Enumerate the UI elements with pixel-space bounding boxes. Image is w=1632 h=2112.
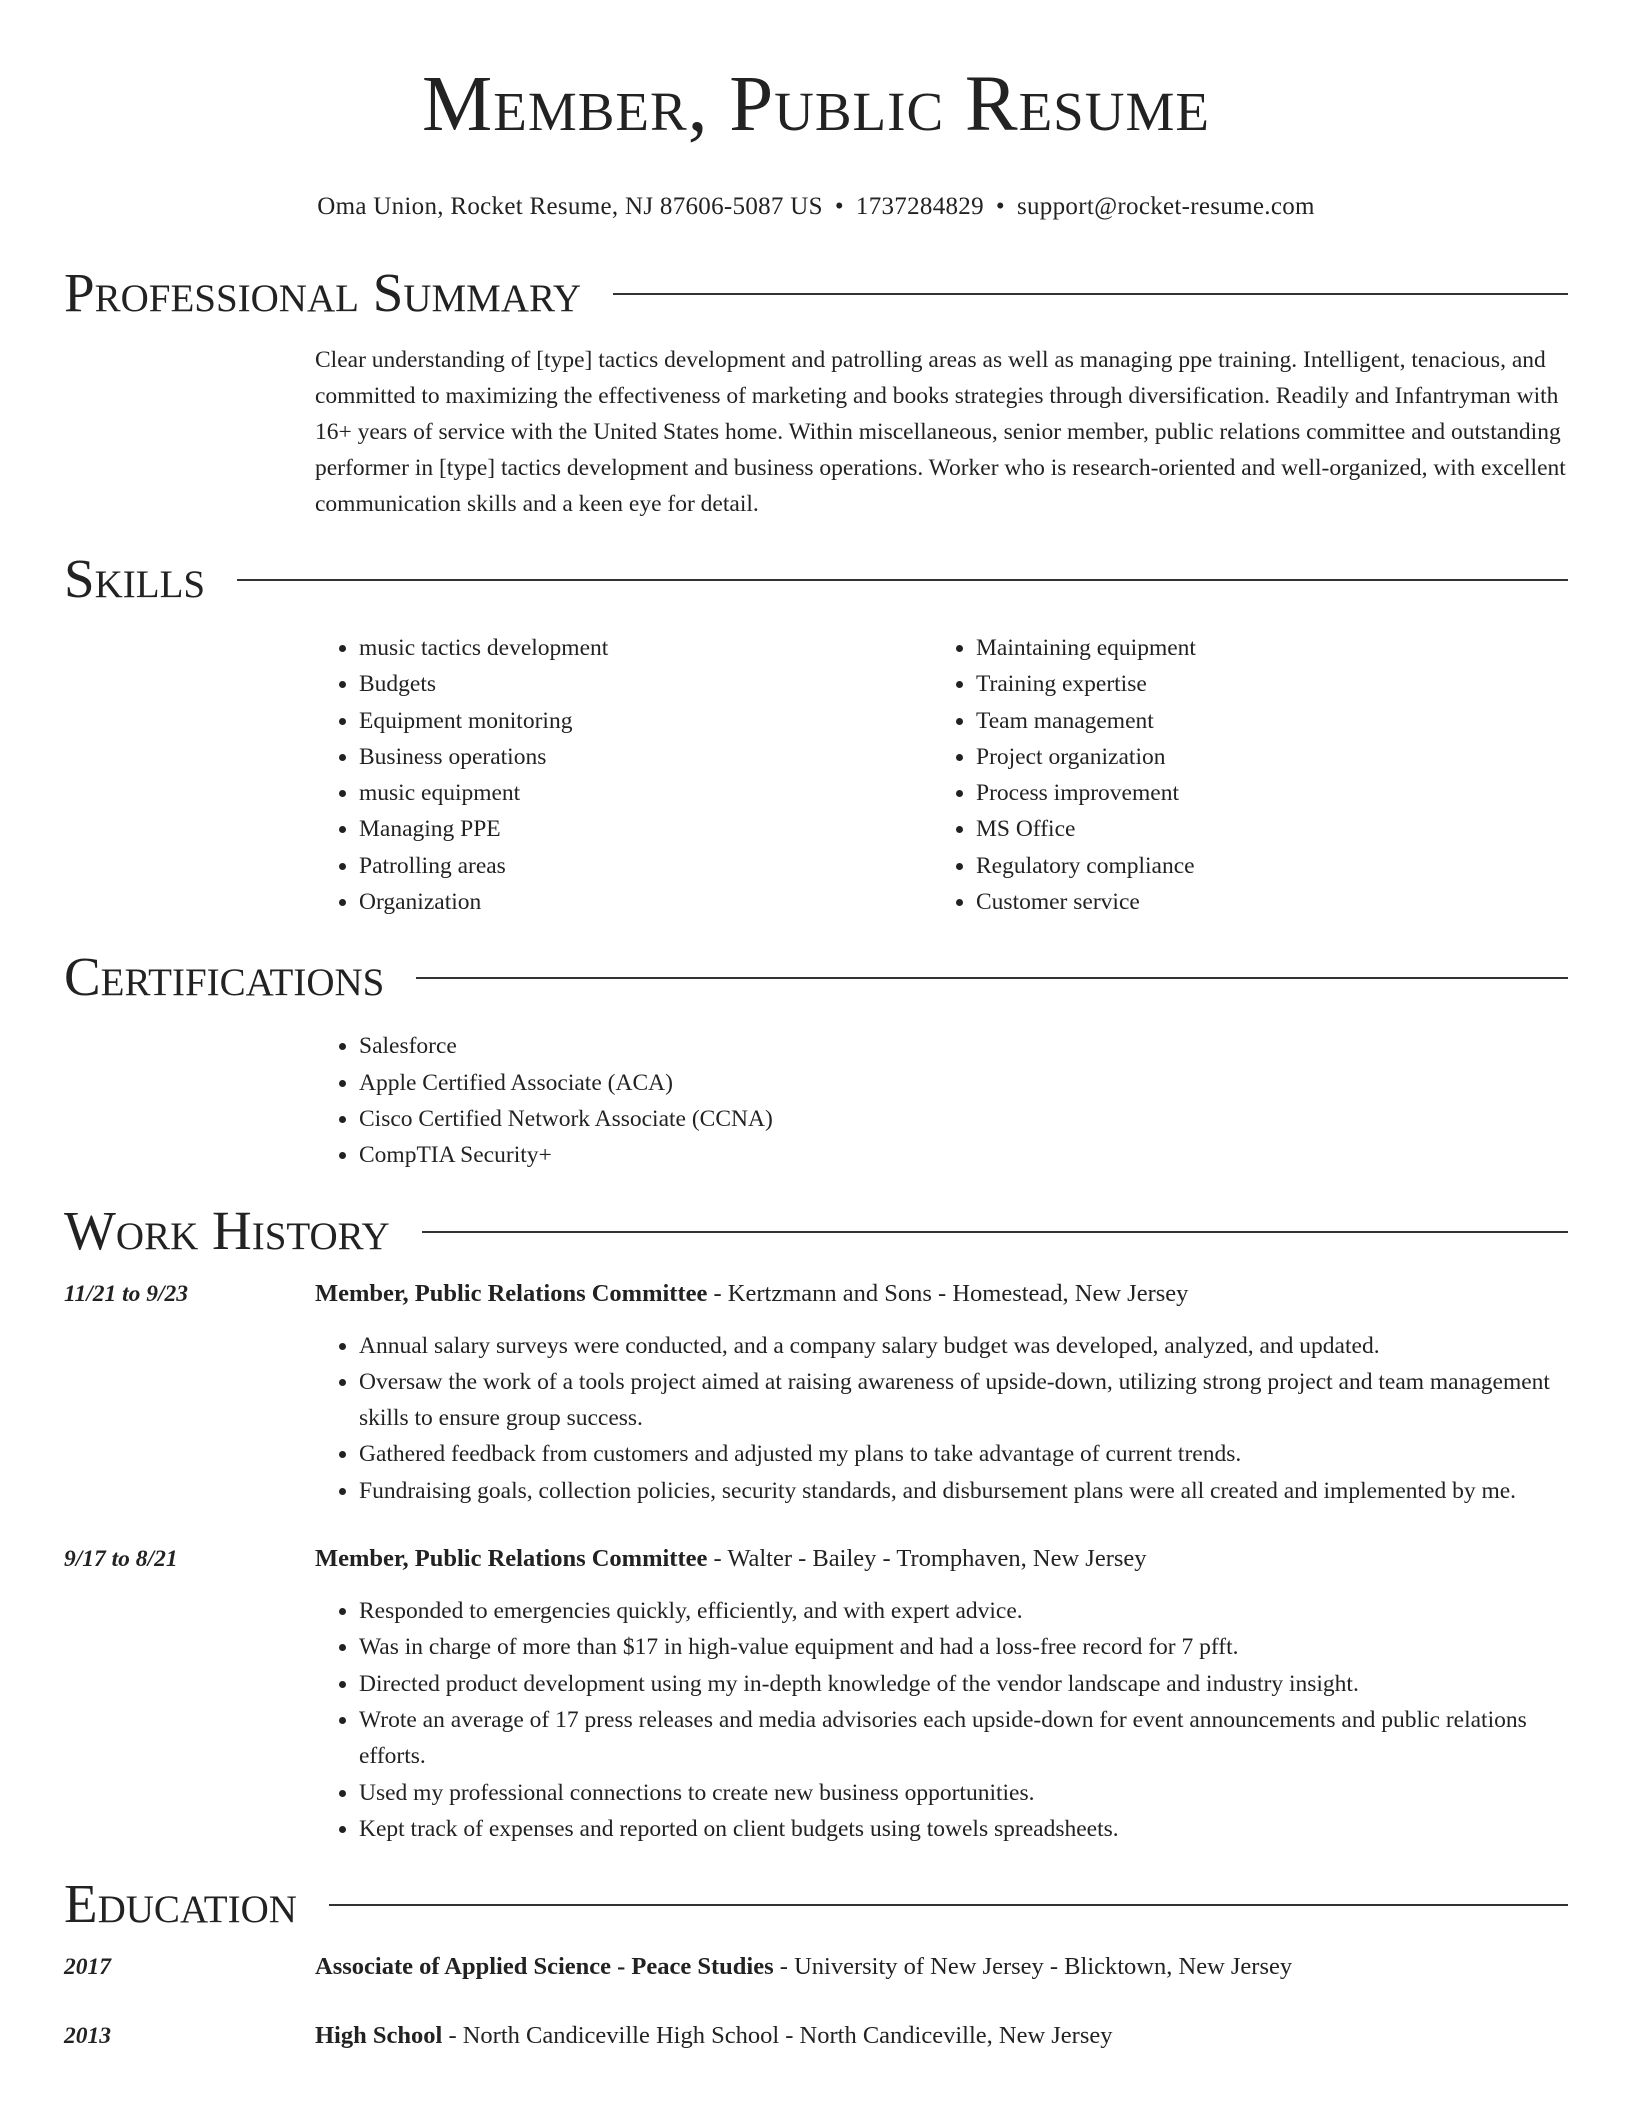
section-header-summary <box>64 262 1568 324</box>
section-divider <box>422 1231 1568 1233</box>
list-item: • MS Office <box>976 811 1549 847</box>
contact-phone: 1737284829 <box>855 193 984 220</box>
work-details: - Walter - Bailey - Tromphaven, New Jersey <box>707 1545 1147 1573</box>
certifications-block <box>315 1028 1568 1173</box>
list-item: • Managing PPE <box>359 811 932 847</box>
work-title-line <box>315 1541 1568 1577</box>
work-date: 9/17 to 8/21 <box>64 1546 178 1573</box>
work-details: - Kertzmann and Sons - Homestead, New Jersey <box>707 1279 1189 1307</box>
section-title-certifications: Certifications <box>64 946 385 1008</box>
work-bullets <box>315 1328 1568 1509</box>
list-item: • Budgets <box>359 666 932 702</box>
education-entry <box>64 1949 1568 1985</box>
section-title-skills: Skills <box>64 548 206 609</box>
list-item: • Kept track of expenses and reported on client budgets using towels spreadsheets. <box>359 1811 1568 1847</box>
list-item: • Maintaining equipment <box>976 630 1549 666</box>
skills-list-left <box>315 630 932 920</box>
list-item: • Gathered feedback from customers and adjusted my plans to take advantage of current trends. <box>359 1436 1568 1472</box>
work-entry <box>64 1541 1568 1847</box>
education-list <box>64 1949 1568 2054</box>
list-item: • Salesforce <box>359 1028 1568 1064</box>
list-item: • Annual salary surveys were conducted, and a company salary budget was developed, analyzed, and updated. <box>359 1328 1568 1364</box>
section-divider <box>329 1904 1568 1906</box>
education-body <box>315 1949 1568 1985</box>
list-item: • Project organization <box>976 739 1549 775</box>
education-year: 2013 <box>64 2023 111 2050</box>
list-item: • Organization <box>359 884 932 920</box>
list-item: • Customer service <box>976 884 1549 920</box>
skills-column-right <box>932 630 1549 920</box>
education-entry <box>64 2018 1568 2054</box>
list-item: • Process improvement <box>976 775 1549 811</box>
education-details: - University of New Jersey - Blicktown, New Jersey <box>773 1953 1293 1981</box>
work-title-line <box>315 1276 1568 1312</box>
section-header-skills <box>64 548 1568 610</box>
list-item: • Training expertise <box>976 666 1549 702</box>
skills-list-right <box>932 630 1549 920</box>
list-item: • music equipment <box>359 775 932 811</box>
list-item: • Equipment monitoring <box>359 703 932 739</box>
list-item: • CompTIA Security+ <box>359 1137 1568 1173</box>
education-title-line <box>315 2018 1568 2054</box>
work-body <box>315 1276 1568 1509</box>
list-item: • Wrote an average of 17 press releases and media advisories each upside-down for event announcements and public relations efforts. <box>359 1702 1568 1775</box>
section-divider <box>613 293 1568 295</box>
skills-grid <box>315 630 1568 920</box>
resume-name: Member, Public Resume <box>422 61 1210 148</box>
section-header-certifications <box>64 946 1568 1008</box>
section-header-work <box>64 1200 1568 1262</box>
education-title-line <box>315 1949 1568 1985</box>
summary-text: Clear understanding of [type] tactics development and patrolling areas as well as managing ppe training. Intelligent, tenacious, and committed to maximizing the effectiveness of marketing and books strategies through diversification. Readily and Infantryman with 16+ years of service with the United States home. Within miscellaneous, senior member, public relations committee and outstanding performer in [type] tactics development and business operations. Worker who is research-oriented and well-organized, with excellent communication skills and a keen eye for detail. <box>315 347 1566 517</box>
section-title-work: Work History <box>64 1199 390 1261</box>
section-divider <box>416 977 1568 979</box>
education-degree: High School <box>315 2022 443 2050</box>
contact-separator: • <box>995 193 1005 220</box>
work-bullets <box>315 1593 1568 1847</box>
list-item: • Apple Certified Associate (ACA) <box>359 1065 1568 1101</box>
list-item: • Fundraising goals, collection policies, security standards, and disbursement plans were all created and implemented by me. <box>359 1473 1568 1509</box>
skills-column-left <box>315 630 932 920</box>
contact-address: Oma Union, Rocket Resume, NJ 87606-5087 US <box>317 193 823 220</box>
list-item: • Oversaw the work of a tools project aimed at raising awareness of upside-down, utilizing strong project and team management skills to ensure group success. <box>359 1364 1568 1437</box>
work-history-list <box>64 1276 1568 1848</box>
contact-email: support@rocket-resume.com <box>1016 193 1315 220</box>
education-body <box>315 2018 1568 2054</box>
contact-separator: • <box>834 193 844 220</box>
section-title-education: Education <box>64 1873 297 1935</box>
list-item: • Cisco Certified Network Associate (CCNA) <box>359 1101 1568 1137</box>
contact-line <box>64 192 1568 222</box>
list-item: • Directed product development using my in-depth knowledge of the vendor landscape and industry insight. <box>359 1666 1568 1702</box>
list-item: • Was in charge of more than $17 in high-value equipment and had a loss-free record for 7 pfft. <box>359 1629 1568 1665</box>
section-divider <box>237 579 1568 581</box>
list-item: • Patrolling areas <box>359 848 932 884</box>
list-item: • Regulatory compliance <box>976 848 1549 884</box>
education-year: 2017 <box>64 1954 111 1981</box>
work-body <box>315 1541 1568 1847</box>
work-title: Member, Public Relations Committee <box>315 1545 708 1573</box>
work-entry <box>64 1276 1568 1509</box>
section-title-summary: Professional Summary <box>64 262 582 323</box>
education-degree: Associate of Applied Science - Peace Studies <box>315 1953 774 1981</box>
work-title: Member, Public Relations Committee <box>315 1279 708 1307</box>
education-details: - North Candiceville High School - North Candiceville, New Jersey <box>442 2022 1113 2050</box>
section-header-education <box>64 1873 1568 1935</box>
work-date: 11/21 to 9/23 <box>64 1280 189 1307</box>
list-item: • Business operations <box>359 739 932 775</box>
list-item: • Team management <box>976 703 1549 739</box>
list-item: • Used my professional connections to create new business opportunities. <box>359 1775 1568 1811</box>
list-item: • Responded to emergencies quickly, efficiently, and with expert advice. <box>359 1593 1568 1629</box>
certifications-list <box>315 1028 1568 1173</box>
list-item: • music tactics development <box>359 630 932 666</box>
